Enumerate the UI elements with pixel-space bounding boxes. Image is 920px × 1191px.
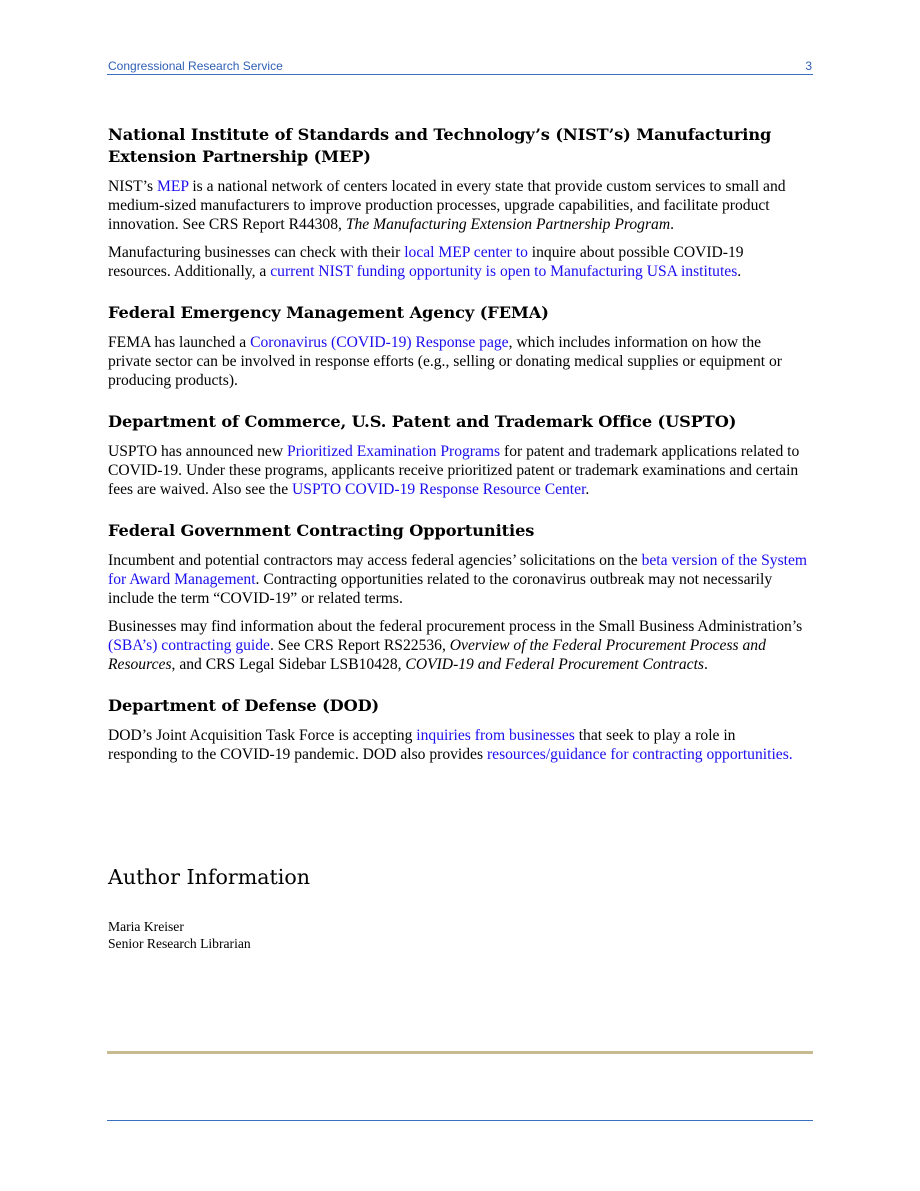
author-information-heading: Author Information: [108, 865, 311, 889]
gold-divider: [107, 1051, 813, 1054]
document-body: [108, 124, 808, 785]
sidebar-title: COVID-19 and Federal Procurement Contracts: [405, 656, 704, 673]
author-block: [108, 918, 251, 952]
section-heading: Department of Commerce, U.S. Patent and Trademark Office (USPTO): [108, 412, 737, 431]
section-dod: [108, 695, 808, 764]
section-mep: [108, 124, 808, 281]
sba-contracting-guide-link[interactable]: (SBA’s) contracting guide: [108, 637, 270, 654]
author-title: Senior Research Librarian: [108, 936, 251, 951]
report-title: Overview of the Federal Procurement Process and Resources: [108, 637, 766, 673]
paragraph: NIST’s MEP is a national network of centers located in every state that provide custom services to small and medium-sized manufacturers to improve production processes, upgrade capabilities, and facilitate product innovation. See CRS Report R44308, The Manufacturing Extension Partnership Program.: [108, 178, 786, 233]
prioritized-examination-link[interactable]: Prioritized Examination Programs: [287, 443, 501, 460]
footer-divider: [107, 1120, 813, 1121]
paragraph: FEMA has launched a Coronavirus (COVID-19) Response page, which includes information on how the private sector can be involved in response efforts (e.g., selling or donating medical supplies or equipment or producing products).: [108, 334, 782, 389]
header-org-name: Congressional Research Service: [108, 59, 283, 73]
nist-funding-opportunity-link[interactable]: current NIST funding opportunity is open to Manufacturing USA institutes: [270, 263, 738, 280]
page-number: 3: [805, 59, 812, 73]
fema-response-page-link[interactable]: Coronavirus (COVID-19) Response page: [250, 334, 509, 351]
paragraph: DOD’s Joint Acquisition Task Force is accepting inquiries from businesses that seek to play a role in responding to the COVID-19 pandemic. DOD also provides resources/guidance for contracting opportunities.: [108, 727, 793, 763]
paragraph: USPTO has announced new Prioritized Examination Programs for patent and trademark applications related to COVID-19. Under these programs, applicants receive prioritized patent or trademark examinations and certain fees are waived. Also see the USPTO COVID-19 Response Resource Center.: [108, 443, 800, 498]
page-header: [107, 57, 813, 75]
section-heading: Federal Government Contracting Opportunities: [108, 521, 535, 540]
section-heading: National Institute of Standards and Technology’s (NIST’s) Manufacturing Extension Partnership (MEP): [108, 125, 772, 166]
sam-beta-link[interactable]: beta version of the System for Award Management: [108, 552, 808, 588]
paragraph: Incumbent and potential contractors may access federal agencies’ solicitations on the beta version of the System for Award Management. Contracting opportunities related to the coronavirus outbreak may not necessarily include the term “COVID-19” or related terms.: [108, 552, 808, 607]
section-fema: [108, 302, 808, 390]
mep-link[interactable]: MEP: [156, 178, 189, 195]
uspto-resource-center-link[interactable]: USPTO COVID-19 Response Resource Center: [292, 481, 586, 498]
report-title: The Manufacturing Extension Partnership Program: [345, 216, 671, 233]
dod-inquiries-link[interactable]: inquiries from businesses: [416, 727, 575, 744]
section-contracting: [108, 520, 808, 674]
paragraph: Manufacturing businesses can check with their local MEP center to inquire about possible COVID-19 resources. Additionally, a current NIST funding opportunity is open to Manufacturing USA institutes.: [108, 244, 744, 280]
author-name: Maria Kreiser: [108, 919, 184, 934]
section-uspto: [108, 411, 808, 499]
section-heading: Department of Defense (DOD): [108, 696, 380, 715]
dod-contracting-resources-link[interactable]: resources/guidance for contracting opportunities.: [486, 746, 793, 763]
local-mep-center-link[interactable]: local MEP center to: [404, 244, 528, 261]
section-heading: Federal Emergency Management Agency (FEMA): [108, 303, 549, 322]
paragraph: Businesses may find information about the federal procurement process in the Small Business Administration’s (SBA’s) contracting guide. See CRS Report RS22536, Overview of the Federal Procurement Process and Resources, and CRS Legal Sidebar LSB10428, COVID-19 and Federal Procurement Contracts.: [108, 618, 803, 673]
